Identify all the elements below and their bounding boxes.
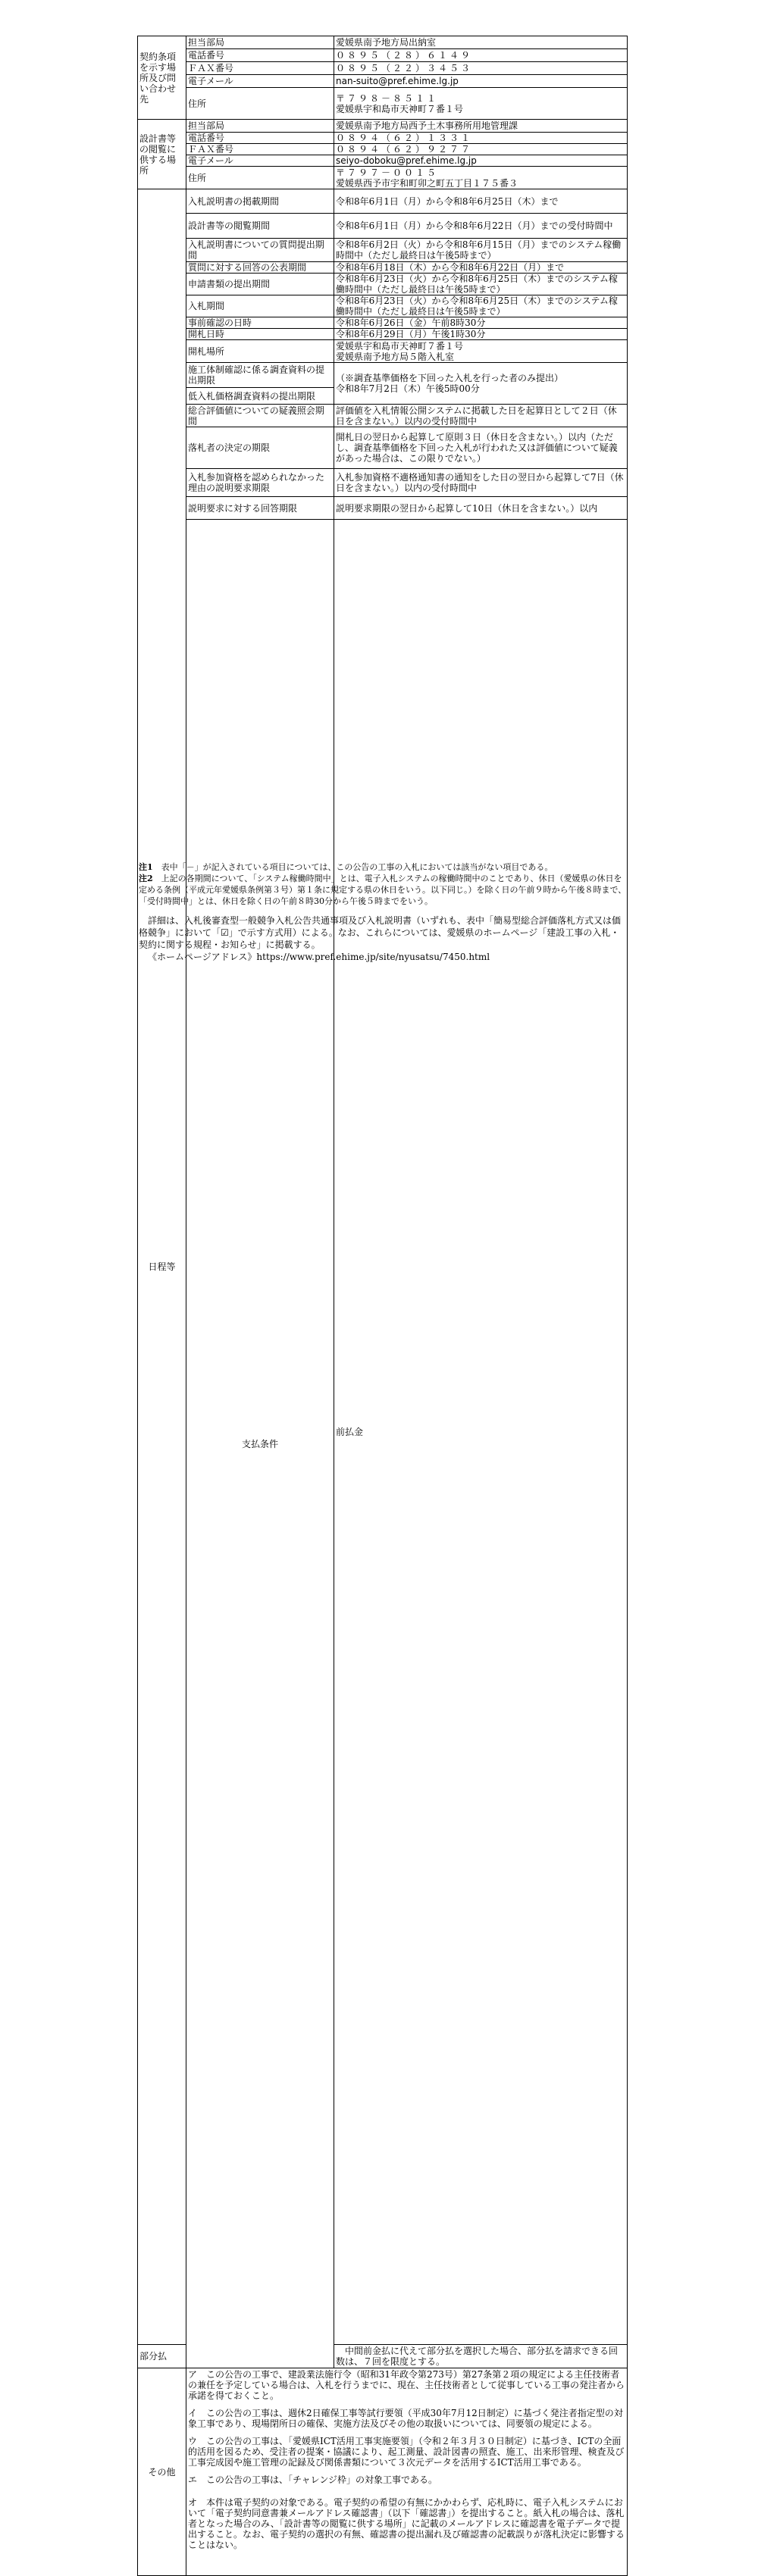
row-label: 前払金 — [334, 520, 628, 2345]
table-row — [138, 274, 628, 295]
row-label: 施工体制確認に係る調査資料の提出期限 — [186, 363, 334, 388]
merged-note: （※調査基準価格を下回った入札を行った者のみ提出） — [336, 373, 564, 383]
table-row — [138, 2368, 628, 2576]
table-row — [138, 405, 628, 427]
row-label: ＦＡＸ番号 — [186, 62, 334, 75]
row-value: 令和8年6月26日（金）午前8時30分 — [334, 317, 628, 329]
venue-line: 愛媛県南予地方局５階入札室 — [336, 351, 455, 362]
note-1-text: 表中「－」が記入されている項目については、この公告の工事の入札においては該当がない項目である。 — [161, 862, 553, 872]
table-row — [138, 469, 628, 497]
homepage-address: 《ホームページアドレス》https://www.pref.ehime.jp/site/nyusatsu/7450.html — [148, 952, 490, 962]
row-label: 開札日時 — [186, 329, 334, 340]
table-row — [138, 189, 628, 214]
postal-code: 〒７９７－００１５ — [336, 167, 439, 178]
row-value: 令和8年6月29日（月）午後1時30分 — [334, 329, 628, 340]
row-label: 申請書類の提出期間 — [186, 274, 334, 295]
merged-deadline-value — [334, 363, 628, 405]
table-row — [138, 520, 628, 2345]
row-label: 入札説明書の掲載期間 — [186, 189, 334, 214]
row-value: 入札参加資格不適格通知書の通知をした日の翌日から起算して7日（休日を含まない。）以内の受付時間中 — [334, 469, 628, 497]
row-value: 令和8年6月2日（火）から令和8年6月15日（月）までのシステム稼働時間中（ただし最終日は午後5時まで） — [334, 239, 628, 262]
row-value: 説明要求期限の翌日から起算して10日（休日を含まない。）以内 — [334, 497, 628, 520]
contract-section-title: 契約条項を示す場所及び問い合わせ先 — [138, 36, 186, 120]
table-row — [138, 340, 628, 363]
announcement-table — [137, 36, 628, 2576]
row-label: 住所 — [186, 167, 334, 189]
row-label: 電子メール — [186, 75, 334, 88]
row-label: 落札者の決定の期限 — [186, 427, 334, 469]
row-label: 説明要求に対する回答期限 — [186, 497, 334, 520]
venue-line: 愛媛県宇和島市天神町７番１号 — [336, 340, 464, 352]
other-item: ウ この公告の工事は、「愛媛県ICT活用工事実施要領」（令和２年３月３０日制定）に基づき、ICTの全面的活用を図るため、受注者の提案・協議により、起工測量、設計図書の照査、施工、出来形管理、検査及び工事完成図や施工管理の記録及び関係書類について３次元データを活用するICT活用工事である。 — [188, 2436, 625, 2468]
row-label: 電話番号 — [186, 49, 334, 62]
row-label: 入札期間 — [186, 295, 334, 317]
other-section-title: その他 — [138, 2368, 186, 2576]
payment-section-title: 支払条件 — [186, 520, 334, 2368]
row-value: 評価値を入札情報公開システムに掲載した日を起算日として２日（休日を含まない。）以内の受付時間中 — [334, 405, 628, 427]
other-item: ア この公告の工事で、建設業法施行令（昭和31年政令第273号）第27条第２項の規定による主任技術者の兼任を予定している場合は、入札を行うまでに、現在、主任技術者として従事している工事の発注者から承諾を得ておくこと。 — [188, 2369, 625, 2401]
table-row — [138, 144, 628, 155]
note-2-text: 上記の各期間について、「システム稼働時間中」とは、電子入札システムの稼働時間中のことであり、休日（愛媛県の休日を定める条例（平成元年愛媛県条例第３号）第１条に規定する県の休日をいう。以下同じ。）を除く日の午前９時から午後８時まで、「受付時間中」とは、休日を除く日の午前８時30分から午後５時までをいう。 — [139, 874, 627, 906]
row-label: 担当部局 — [186, 36, 334, 49]
details-paragraph: 詳細は、入札後審査型一般競争入札公告共通事項及び入札説明書（いずれも、表中「簡易型総合評価落札方式又は価格競争」において「☑」で示す方式用）による。なお、これらについては、愛媛県のホームページ「建設工事の入札・契約に関する規程・お知らせ」に掲載する。 — [139, 915, 622, 950]
row-value — [334, 340, 628, 363]
note-2 — [139, 873, 628, 907]
row-value: 令和8年6月18日（木）から令和8年6月22日（月）まで — [334, 262, 628, 274]
table-row — [138, 329, 628, 340]
design-section-title: 設計書等の閲覧に供する場所 — [138, 120, 186, 189]
address-value — [334, 167, 628, 189]
notes-block — [139, 861, 628, 907]
fax-value: ０８９５（２２）３４５３ — [334, 62, 628, 75]
row-label: 担当部局 — [186, 120, 334, 133]
note-1 — [139, 861, 628, 873]
table-row — [138, 155, 628, 167]
phone-value: ０８９４（６２）１３３１ — [334, 133, 628, 144]
row-value: 令和8年6月23日（火）から令和8年6月25日（木）までのシステム稼働時間中（ただし最終日は午後5時まで） — [334, 274, 628, 295]
row-value: 愛媛県南予地方局西予土木事務所用地管理課 — [334, 120, 628, 133]
row-label: 開札場所 — [186, 340, 334, 363]
table-row — [138, 363, 628, 388]
row-label: 総合評価値についての疑義照会期間 — [186, 405, 334, 427]
table-row — [138, 75, 628, 88]
table-row — [138, 214, 628, 239]
table-row — [138, 49, 628, 62]
phone-value: ０８９５（２８）６１４９ — [334, 49, 628, 62]
other-item: オ 本件は電子契約の対象である。電子契約の希望の有無にかかわらず、応札時に、電子入札システムにおいて「電子契約同意書兼メールアドレス確認書」（以下「確認書」）を提出すること。紙入札の場合は、落札者となった場合のみ、「設計書等の閲覧に供する場所」に記載のメールアドレスに確認書を電子データで提出すること。なお、電子契約の選択の有無、確認書の提出漏れ及び確認書の記載誤りが落札決定に影響することはない。 — [188, 2497, 625, 2550]
row-label: 質問に対する回答の公表期間 — [186, 262, 334, 274]
row-label: 設計書等の閲覧期間 — [186, 214, 334, 239]
table-row — [138, 88, 628, 120]
table-row — [138, 36, 628, 49]
note-1-label: 注1 — [139, 862, 153, 872]
table-row — [138, 62, 628, 75]
other-item: エ この公告の工事は、「チャレンジ枠」の対象工事である。 — [188, 2474, 438, 2485]
row-label: 電子メール — [186, 155, 334, 167]
note-2-label: 注2 — [139, 874, 153, 883]
address-line: 愛媛県西予市宇和町卯之町五丁目１７５番３ — [336, 177, 518, 189]
email-value: seiyo-doboku@pref.ehime.lg.jp — [334, 155, 628, 167]
row-label: 住所 — [186, 88, 334, 120]
table-row — [138, 120, 628, 133]
row-label: 入札説明書についての質問提出期間 — [186, 239, 334, 262]
row-label: ＦＡＸ番号 — [186, 144, 334, 155]
address-line: 愛媛県宇和島市天神町７番１号 — [336, 103, 464, 114]
row-label: 事前確認の日時 — [186, 317, 334, 329]
fax-value: ０８９４（６２）９２７７ — [334, 144, 628, 155]
row-label: 低入札価格調査資料の提出期限 — [186, 388, 334, 405]
row-value: 令和8年6月1日（月）から令和8年6月22日（月）までの受付時間中 — [334, 214, 628, 239]
email-value: nan-suito@pref.ehime.lg.jp — [334, 75, 628, 88]
row-value: 令和8年6月1日（月）から令和8年6月25日（木）まで — [334, 189, 628, 214]
schedule-section-title: 日程等 — [138, 189, 186, 2345]
other-item: イ この公告の工事は、週休2日確保工事等試行要領（平成30年7月12日制定）に基づく発注者指定型の対象工事であり、現場閉所日の確保、実施方法及びその他の取扱いについては、同要領の規定による。 — [188, 2408, 623, 2429]
partial-payment-value: 中間前金払に代えて部分払を選択した場合、部分払を請求できる回数は、７回を限度とする。 — [334, 2345, 628, 2368]
merged-date: 令和8年7月2日（木）午後5時00分 — [336, 383, 480, 394]
row-label: 部分払 — [138, 2345, 186, 2368]
table-row — [138, 295, 628, 317]
row-value: 開札日の翌日から起算して原則３日（休日を含まない。）以内（ただし、調査基準価格を下回った入札が行われた又は評価値について疑義があった場合は、この限りでない。） — [334, 427, 628, 469]
table-row — [138, 497, 628, 520]
table-row — [138, 427, 628, 469]
row-label: 入札参加資格を認められなかった理由の説明要求期限 — [186, 469, 334, 497]
table-row — [138, 133, 628, 144]
table-row — [138, 239, 628, 262]
postal-code: 〒７９８－８５１１ — [336, 92, 439, 104]
other-items — [186, 2368, 628, 2576]
details-block — [139, 914, 628, 963]
table-row — [138, 262, 628, 274]
address-value — [334, 88, 628, 120]
row-value: 令和8年6月23日（火）から令和8年6月25日（木）までのシステム稼働時間中（ただし最終日は午後5時まで） — [334, 295, 628, 317]
table-row — [138, 167, 628, 189]
row-value: 愛媛県南予地方局出納室 — [334, 36, 628, 49]
row-label: 電話番号 — [186, 133, 334, 144]
table-row — [138, 317, 628, 329]
